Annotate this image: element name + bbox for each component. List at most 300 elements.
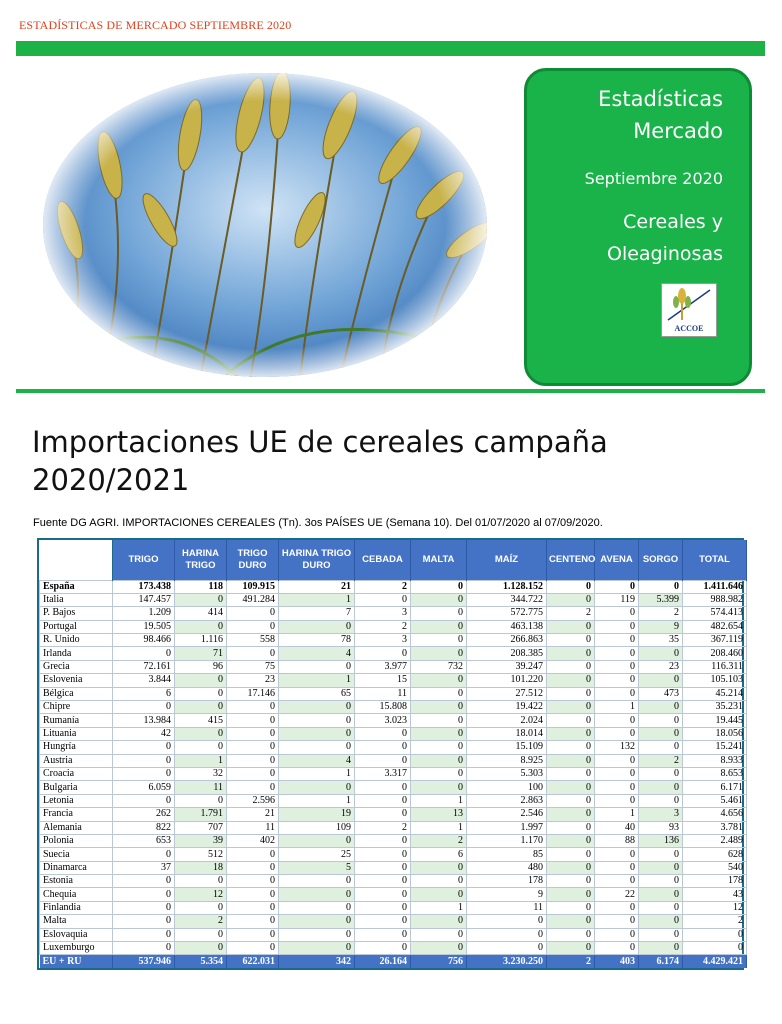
value-cell: 0	[355, 888, 411, 901]
value-cell: 0	[547, 634, 595, 647]
value-cell: 0	[595, 660, 639, 673]
value-cell: 463.138	[467, 620, 547, 633]
panel-subtitle-line2: Oleaginosas	[606, 243, 723, 265]
total-cell: 5.354	[175, 955, 227, 968]
panel-title-line2: Mercado	[633, 119, 723, 143]
value-cell: 512	[175, 848, 227, 861]
value-cell: 266.863	[467, 634, 547, 647]
value-cell: 0	[411, 942, 467, 955]
value-cell: 0	[227, 875, 279, 888]
value-cell: 3	[355, 607, 411, 620]
value-cell: 262	[113, 808, 175, 821]
value-cell: 3.977	[355, 660, 411, 673]
value-cell: 11	[227, 821, 279, 834]
value-cell: 653	[113, 834, 175, 847]
value-cell: 1.209	[113, 607, 175, 620]
value-cell: 0	[175, 620, 227, 633]
value-cell: 0	[279, 915, 355, 928]
value-cell: 0	[639, 901, 683, 914]
value-cell: 0	[227, 620, 279, 633]
value-cell: 21	[279, 580, 355, 593]
value-cell: 0	[547, 593, 595, 606]
col-header: TOTAL	[683, 540, 747, 580]
value-cell: 0	[279, 875, 355, 888]
country-cell: Grecia	[40, 660, 113, 673]
value-cell: 39	[175, 834, 227, 847]
value-cell: 2.546	[467, 808, 547, 821]
col-header: CENTENO	[547, 540, 595, 580]
value-cell: 572.775	[467, 607, 547, 620]
country-cell: Polonia	[40, 834, 113, 847]
table-row	[40, 767, 747, 780]
table-row	[40, 580, 747, 593]
country-cell: Francia	[40, 808, 113, 821]
value-cell: 0	[639, 888, 683, 901]
value-cell: 0	[227, 701, 279, 714]
value-cell: 0	[279, 942, 355, 955]
value-cell: 0	[595, 848, 639, 861]
value-cell: 0	[355, 794, 411, 807]
value-cell: 0	[113, 928, 175, 941]
value-cell: 72.161	[113, 660, 175, 673]
value-cell: 100	[467, 781, 547, 794]
value-cell: 0	[639, 915, 683, 928]
value-cell: 0	[595, 620, 639, 633]
value-cell: 173.438	[113, 580, 175, 593]
total-cell: 2	[547, 955, 595, 968]
value-cell: 0	[355, 834, 411, 847]
value-cell: 0	[467, 942, 547, 955]
country-cell: Croacia	[40, 767, 113, 780]
country-cell: Malta	[40, 915, 113, 928]
value-cell: 0	[547, 701, 595, 714]
total-cell: 622.031	[227, 955, 279, 968]
value-cell: 0	[227, 915, 279, 928]
value-cell: 19.505	[113, 620, 175, 633]
value-cell: 1	[279, 593, 355, 606]
value-cell: 5	[279, 861, 355, 874]
value-cell: 0	[595, 634, 639, 647]
table-row	[40, 687, 747, 700]
value-cell: 0	[227, 781, 279, 794]
value-cell: 147.457	[113, 593, 175, 606]
value-cell: 37	[113, 861, 175, 874]
table-row	[40, 808, 747, 821]
value-cell: 0	[411, 915, 467, 928]
col-header: MALTA	[411, 540, 467, 580]
logo-icon	[662, 284, 716, 324]
value-cell: 0	[355, 928, 411, 941]
page-title	[32, 423, 608, 499]
value-cell: 0	[411, 781, 467, 794]
value-cell: 0	[639, 674, 683, 687]
value-cell: 0	[279, 781, 355, 794]
country-cell: Letonia	[40, 794, 113, 807]
value-cell: 3.844	[113, 674, 175, 687]
value-cell: 0	[547, 674, 595, 687]
panel-title-line1: Estadísticas	[598, 87, 723, 111]
value-cell: 0	[411, 888, 467, 901]
value-cell: 0	[411, 607, 467, 620]
value-cell: 2.863	[467, 794, 547, 807]
table-row	[40, 660, 747, 673]
country-cell: Estonia	[40, 875, 113, 888]
country-cell: Chipre	[40, 701, 113, 714]
total-cell: 537.946	[113, 955, 175, 968]
value-cell: 415	[175, 714, 227, 727]
value-cell: 7	[279, 607, 355, 620]
value-cell: 0	[411, 580, 467, 593]
value-cell: 0	[467, 928, 547, 941]
value-cell: 132	[595, 741, 639, 754]
country-cell: Eslovenia	[40, 674, 113, 687]
value-cell: 0	[355, 848, 411, 861]
value-cell: 2	[683, 915, 747, 928]
country-cell: Finlandia	[40, 901, 113, 914]
country-cell: Chequia	[40, 888, 113, 901]
value-cell: 2	[639, 754, 683, 767]
value-cell: 0	[547, 915, 595, 928]
value-cell: 0	[227, 928, 279, 941]
cover-panel	[524, 68, 752, 386]
country-cell: Luxemburgo	[40, 942, 113, 955]
table-row	[40, 794, 747, 807]
country-cell: España	[40, 580, 113, 593]
value-cell: 402	[227, 834, 279, 847]
page-title-line2: 2020/2021	[32, 463, 190, 497]
value-cell: 0	[547, 821, 595, 834]
table-header-row	[40, 540, 747, 580]
table-row	[40, 607, 747, 620]
value-cell: 109.915	[227, 580, 279, 593]
value-cell: 93	[639, 821, 683, 834]
value-cell: 178	[467, 875, 547, 888]
value-cell: 0	[547, 942, 595, 955]
value-cell: 5.399	[639, 593, 683, 606]
col-header: CEBADA	[355, 540, 411, 580]
value-cell: 8.933	[683, 754, 747, 767]
value-cell: 0	[113, 647, 175, 660]
table-row	[40, 674, 747, 687]
value-cell: 0	[175, 875, 227, 888]
value-cell: 0	[547, 888, 595, 901]
value-cell: 2.596	[227, 794, 279, 807]
value-cell: 22	[595, 888, 639, 901]
table-row	[40, 620, 747, 633]
value-cell: 0	[547, 861, 595, 874]
value-cell: 13	[411, 808, 467, 821]
value-cell: 1	[175, 754, 227, 767]
col-header: HARINA TRIGO DURO	[279, 540, 355, 580]
value-cell: 17.146	[227, 687, 279, 700]
value-cell: 4	[279, 647, 355, 660]
value-cell: 0	[683, 928, 747, 941]
value-cell: 12	[683, 901, 747, 914]
value-cell: 6	[411, 848, 467, 861]
value-cell: 0	[355, 942, 411, 955]
value-cell: 628	[683, 848, 747, 861]
value-cell: 482.654	[683, 620, 747, 633]
source-note: Fuente DG AGRI. IMPORTACIONES CEREALES (Tn). 3os PAÍSES UE (Semana 10). Del 01/07/2020 al 07/09/2020.	[33, 517, 603, 529]
value-cell: 0	[411, 593, 467, 606]
value-cell: 65	[279, 687, 355, 700]
panel-month: Septiembre 2020	[584, 169, 723, 188]
total-label: EU + RU	[40, 955, 113, 968]
value-cell: 0	[639, 781, 683, 794]
value-cell: 6.059	[113, 781, 175, 794]
value-cell: 0	[355, 861, 411, 874]
value-cell: 8.653	[683, 767, 747, 780]
value-cell: 1	[279, 767, 355, 780]
value-cell: 0	[355, 781, 411, 794]
value-cell: 5.461	[683, 794, 747, 807]
header-blank	[40, 540, 113, 580]
value-cell: 0	[547, 928, 595, 941]
col-header: HARINA TRIGO	[175, 540, 227, 580]
value-cell: 21	[227, 808, 279, 821]
value-cell: 0	[279, 727, 355, 740]
value-cell: 2	[355, 821, 411, 834]
value-cell: 0	[227, 647, 279, 660]
value-cell: 0	[279, 701, 355, 714]
value-cell: 0	[411, 634, 467, 647]
value-cell: 109	[279, 821, 355, 834]
value-cell: 11	[355, 687, 411, 700]
total-cell: 4.429.421	[683, 955, 747, 968]
value-cell: 6	[113, 687, 175, 700]
value-cell: 0	[595, 607, 639, 620]
value-cell: 0	[227, 901, 279, 914]
value-cell: 9	[639, 620, 683, 633]
value-cell: 0	[595, 754, 639, 767]
value-cell: 822	[113, 821, 175, 834]
value-cell: 0	[639, 741, 683, 754]
value-cell: 0	[279, 888, 355, 901]
value-cell: 0	[227, 861, 279, 874]
value-cell: 0	[355, 647, 411, 660]
value-cell: 0	[595, 928, 639, 941]
table-row	[40, 701, 747, 714]
value-cell: 119	[595, 593, 639, 606]
table-row	[40, 848, 747, 861]
country-cell: Lituania	[40, 727, 113, 740]
value-cell: 2	[355, 580, 411, 593]
value-cell: 0	[113, 754, 175, 767]
value-cell: 0	[595, 647, 639, 660]
value-cell: 0	[595, 781, 639, 794]
value-cell: 6.171	[683, 781, 747, 794]
table-row	[40, 741, 747, 754]
value-cell: 1.116	[175, 634, 227, 647]
value-cell: 0	[639, 767, 683, 780]
value-cell: 0	[175, 687, 227, 700]
value-cell: 0	[355, 741, 411, 754]
value-cell: 42	[113, 727, 175, 740]
table-row	[40, 714, 747, 727]
value-cell: 0	[175, 741, 227, 754]
value-cell: 11	[467, 901, 547, 914]
value-cell: 0	[355, 901, 411, 914]
value-cell: 98.466	[113, 634, 175, 647]
value-cell: 0	[113, 741, 175, 754]
total-cell: 403	[595, 955, 639, 968]
country-cell: Alemania	[40, 821, 113, 834]
value-cell: 1.997	[467, 821, 547, 834]
value-cell: 0	[411, 741, 467, 754]
wheat-photo	[40, 70, 490, 380]
value-cell: 1	[595, 808, 639, 821]
country-cell: Eslovaquia	[40, 928, 113, 941]
table-row	[40, 754, 747, 767]
logo-text: ACCOE	[674, 324, 704, 333]
value-cell: 0	[175, 727, 227, 740]
value-cell: 0	[411, 687, 467, 700]
value-cell: 0	[547, 620, 595, 633]
value-cell: 1	[411, 794, 467, 807]
value-cell: 0	[279, 660, 355, 673]
value-cell: 116.311	[683, 660, 747, 673]
value-cell: 0	[113, 794, 175, 807]
value-cell: 0	[113, 767, 175, 780]
table-row	[40, 727, 747, 740]
value-cell: 0	[547, 875, 595, 888]
value-cell: 988.982	[683, 593, 747, 606]
value-cell: 208.385	[467, 647, 547, 660]
country-cell: Dinamarca	[40, 861, 113, 874]
value-cell: 0	[355, 915, 411, 928]
header-rule	[16, 41, 765, 56]
section-rule	[16, 389, 765, 393]
value-cell: 96	[175, 660, 227, 673]
value-cell: 0	[175, 794, 227, 807]
value-cell: 3.781	[683, 821, 747, 834]
country-cell: Suecia	[40, 848, 113, 861]
country-cell: R. Unido	[40, 634, 113, 647]
table-row	[40, 928, 747, 941]
value-cell: 0	[279, 620, 355, 633]
value-cell: 367.119	[683, 634, 747, 647]
running-header: ESTADÍSTICAS DE MERCADO SEPTIEMBRE 2020	[19, 18, 292, 32]
value-cell: 0	[227, 754, 279, 767]
country-cell: Rumanía	[40, 714, 113, 727]
value-cell: 2.024	[467, 714, 547, 727]
value-cell: 0	[227, 942, 279, 955]
table-row	[40, 647, 747, 660]
value-cell: 19.445	[683, 714, 747, 727]
value-cell: 0	[547, 647, 595, 660]
imports-table	[37, 538, 744, 970]
value-cell: 540	[683, 861, 747, 874]
value-cell: 0	[113, 875, 175, 888]
value-cell: 0	[547, 714, 595, 727]
value-cell: 0	[411, 928, 467, 941]
value-cell: 732	[411, 660, 467, 673]
value-cell: 707	[175, 821, 227, 834]
value-cell: 5.303	[467, 767, 547, 780]
value-cell: 0	[279, 741, 355, 754]
value-cell: 3.023	[355, 714, 411, 727]
total-cell: 756	[411, 955, 467, 968]
value-cell: 0	[279, 901, 355, 914]
col-header: AVENA	[595, 540, 639, 580]
value-cell: 0	[595, 942, 639, 955]
value-cell: 23	[639, 660, 683, 673]
value-cell: 39.247	[467, 660, 547, 673]
value-cell: 0	[547, 781, 595, 794]
value-cell: 3	[355, 634, 411, 647]
total-cell: 3.230.250	[467, 955, 547, 968]
value-cell: 12	[175, 888, 227, 901]
value-cell: 35.231	[683, 701, 747, 714]
value-cell: 0	[595, 915, 639, 928]
value-cell: 136	[639, 834, 683, 847]
value-cell: 0	[683, 942, 747, 955]
value-cell: 414	[175, 607, 227, 620]
value-cell: 2	[411, 834, 467, 847]
value-cell: 0	[175, 942, 227, 955]
value-cell: 75	[227, 660, 279, 673]
value-cell: 1.791	[175, 808, 227, 821]
value-cell: 0	[411, 875, 467, 888]
country-cell: Portugal	[40, 620, 113, 633]
value-cell: 0	[639, 714, 683, 727]
table-row	[40, 781, 747, 794]
value-cell: 0	[639, 701, 683, 714]
value-cell: 0	[113, 888, 175, 901]
value-cell: 1	[279, 794, 355, 807]
value-cell: 491.284	[227, 593, 279, 606]
value-cell: 2	[175, 915, 227, 928]
value-cell: 35	[639, 634, 683, 647]
value-cell: 0	[639, 727, 683, 740]
value-cell: 0	[595, 580, 639, 593]
value-cell: 0	[175, 593, 227, 606]
table-row	[40, 901, 747, 914]
value-cell: 32	[175, 767, 227, 780]
table-row	[40, 888, 747, 901]
value-cell: 40	[595, 821, 639, 834]
country-cell: Bulgaria	[40, 781, 113, 794]
value-cell: 0	[547, 687, 595, 700]
value-cell: 0	[639, 580, 683, 593]
value-cell: 0	[547, 754, 595, 767]
value-cell: 27.512	[467, 687, 547, 700]
value-cell: 9	[467, 888, 547, 901]
value-cell: 0	[547, 741, 595, 754]
value-cell: 25	[279, 848, 355, 861]
value-cell: 71	[175, 647, 227, 660]
value-cell: 0	[639, 848, 683, 861]
value-cell: 0	[279, 834, 355, 847]
value-cell: 0	[595, 727, 639, 740]
total-cell: 26.164	[355, 955, 411, 968]
value-cell: 0	[467, 915, 547, 928]
value-cell: 0	[175, 701, 227, 714]
page-title-line1: Importaciones UE de cereales campaña	[32, 425, 608, 459]
value-cell: 118	[175, 580, 227, 593]
value-cell: 0	[411, 861, 467, 874]
value-cell: 0	[113, 848, 175, 861]
value-cell: 0	[547, 834, 595, 847]
value-cell: 88	[595, 834, 639, 847]
value-cell: 0	[547, 727, 595, 740]
value-cell: 0	[639, 875, 683, 888]
value-cell: 101.220	[467, 674, 547, 687]
value-cell: 3.317	[355, 767, 411, 780]
value-cell: 4	[279, 754, 355, 767]
col-header: MAÍZ	[467, 540, 547, 580]
value-cell: 85	[467, 848, 547, 861]
